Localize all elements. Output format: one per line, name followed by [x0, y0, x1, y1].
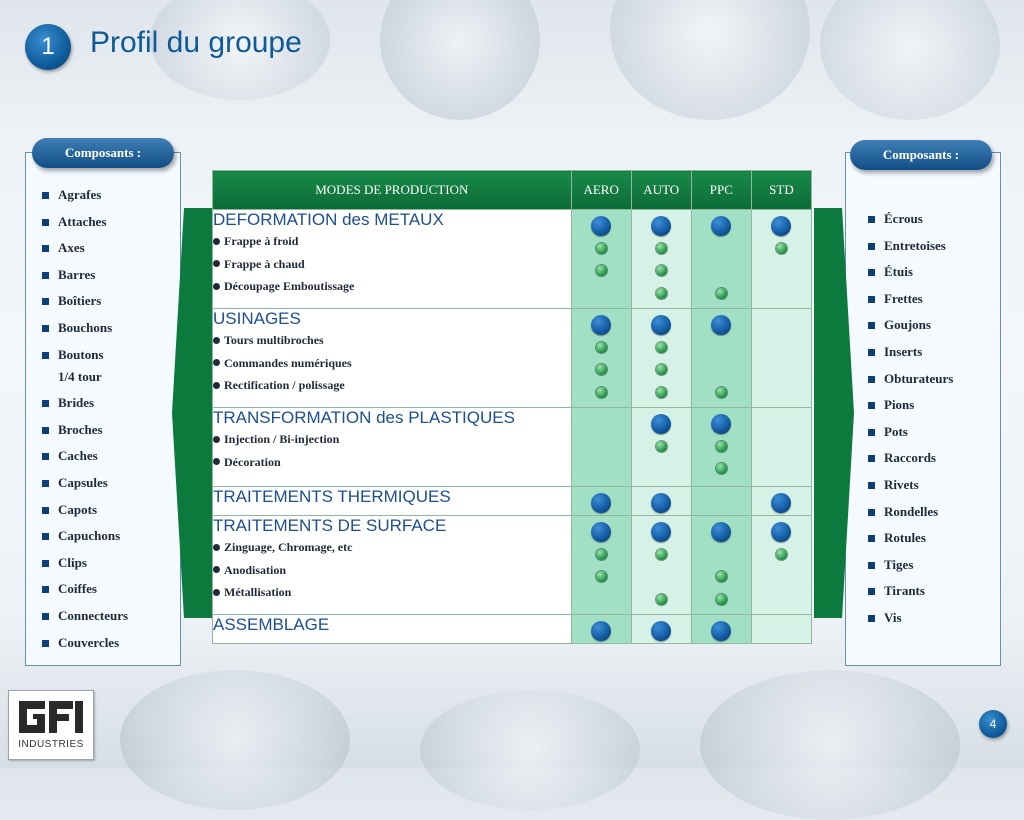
- mark-cell-ppc: [691, 408, 751, 487]
- square-bullet-icon: [42, 298, 49, 305]
- left-list-item: [40, 445, 176, 467]
- process-mark-dot: [596, 243, 607, 254]
- category-mark-dot: [771, 216, 791, 236]
- category-mark-dot: [651, 493, 671, 513]
- category-mark-dot: [651, 522, 671, 542]
- production-category-cell: [213, 516, 572, 615]
- right-list-item: [866, 501, 992, 523]
- left-list-item-label: Axes: [58, 240, 85, 256]
- square-bullet-icon: [42, 613, 49, 620]
- square-bullet-icon: [42, 325, 49, 332]
- left-list-item: [40, 552, 176, 574]
- bullet-dot-icon: [213, 566, 220, 573]
- left-list-item: [40, 392, 176, 414]
- square-bullet-icon: [868, 615, 875, 622]
- process-mark-dot: [776, 549, 787, 560]
- mark-cell-auto: [631, 516, 691, 615]
- company-logo: [8, 690, 94, 760]
- square-bullet-icon: [42, 245, 49, 252]
- background-decoration: [420, 690, 640, 810]
- right-list-item: [866, 421, 992, 443]
- left-list-item: [40, 605, 176, 627]
- right-components-list: [866, 208, 992, 634]
- mark-cell-std: [751, 309, 811, 408]
- header-auto: AUTO: [631, 171, 691, 210]
- section-number-badge: 1: [25, 24, 71, 70]
- production-process-label: Tours multibroches: [224, 333, 324, 347]
- table-row: [213, 615, 812, 644]
- square-bullet-icon: [868, 429, 875, 436]
- right-list-item-label: Écrous: [884, 211, 923, 226]
- category-mark-dot: [771, 493, 791, 513]
- square-bullet-icon: [42, 560, 49, 567]
- category-mark-dot: [711, 216, 731, 236]
- process-mark-dot: [716, 594, 727, 605]
- production-category-title: USINAGES: [213, 309, 301, 328]
- left-list-item: [40, 344, 176, 388]
- mark-cell-std: [751, 210, 811, 309]
- left-list-item-continuation: 1/4 tour: [58, 368, 102, 384]
- logo-text: INDUSTRIES: [18, 739, 84, 750]
- process-mark-dot: [716, 387, 727, 398]
- square-bullet-icon: [868, 455, 875, 462]
- right-list-item: [866, 314, 992, 336]
- production-category-cell: [213, 210, 572, 309]
- square-bullet-icon: [42, 586, 49, 593]
- production-process-item: [213, 559, 571, 582]
- process-mark-dot: [656, 243, 667, 254]
- right-list-item: [866, 527, 992, 549]
- right-list-item-label: Obturateurs: [884, 370, 954, 386]
- production-process-label: Anodisation: [224, 562, 287, 577]
- right-list-item: [866, 261, 992, 283]
- right-list-item-label: Pots: [884, 423, 908, 439]
- mark-cell-aero: [571, 615, 631, 644]
- header-aero: AERO: [571, 171, 631, 210]
- left-list-item-label: Coiffes: [58, 581, 97, 597]
- mark-cell-auto: [631, 615, 691, 644]
- table-row: [213, 309, 812, 408]
- left-list-item-label: Clips: [58, 554, 87, 570]
- right-list-item-label: Entretoises: [884, 237, 946, 253]
- category-mark-dot: [711, 315, 731, 335]
- category-mark-dot: [591, 493, 611, 513]
- mark-cell-std: [751, 408, 811, 487]
- bullet-dot-icon: [213, 260, 220, 267]
- left-list-item: [40, 237, 176, 259]
- production-process-item: [213, 581, 571, 604]
- left-list-item: [40, 525, 176, 547]
- table-row: [213, 210, 812, 309]
- mark-cell-ppc: [691, 615, 751, 644]
- square-bullet-icon: [868, 535, 875, 542]
- left-list-item-label: Boutons: [58, 346, 104, 362]
- right-list-item-label: Vis: [884, 609, 902, 625]
- table-row: [213, 487, 812, 516]
- mark-cell-ppc: [691, 516, 751, 615]
- production-process-item: [213, 352, 571, 375]
- production-process-item: [213, 428, 571, 451]
- category-mark-dot: [651, 216, 671, 236]
- mark-cell-aero: [571, 516, 631, 615]
- left-panel-title: Composants :: [32, 138, 174, 168]
- right-list-item-label: Raccords: [884, 450, 936, 466]
- process-mark-dot: [596, 571, 607, 582]
- bullet-dot-icon: [213, 359, 220, 366]
- right-list-item-label: Étuis: [884, 264, 913, 280]
- right-list-item: [866, 208, 992, 230]
- process-mark-dot: [596, 342, 607, 353]
- mark-cell-aero: [571, 487, 631, 516]
- square-bullet-icon: [42, 640, 49, 647]
- category-mark-dot: [711, 522, 731, 542]
- bullet-dot-icon: [213, 458, 220, 465]
- right-list-item-label: Rivets: [884, 476, 919, 492]
- right-panel-title: Composants :: [850, 140, 992, 170]
- production-process-item: [213, 536, 571, 559]
- left-list-item-label: Couvercles: [58, 634, 120, 650]
- production-category-cell: [213, 309, 572, 408]
- process-mark-dot: [596, 364, 607, 375]
- production-process-label: Décoration: [224, 454, 281, 469]
- production-process-item: [213, 253, 571, 276]
- right-list-item-label: Rondelles: [884, 503, 939, 519]
- square-bullet-icon: [868, 509, 875, 516]
- left-list-item-label: Attaches: [58, 213, 107, 229]
- process-mark-dot: [716, 571, 727, 582]
- left-list-item-label: Broches: [58, 421, 103, 437]
- category-mark-dot: [711, 414, 731, 434]
- process-mark-dot: [656, 549, 667, 560]
- category-mark-dot: [651, 414, 671, 434]
- left-list-item-label: Capuchons: [58, 528, 121, 544]
- right-list-item: [866, 394, 992, 416]
- production-category-title: DEFORMATION des METAUX: [213, 210, 444, 229]
- mark-cell-aero: [571, 408, 631, 487]
- table-row: [213, 516, 812, 615]
- left-list-item: [40, 472, 176, 494]
- right-list-item-label: Tiges: [884, 556, 914, 572]
- left-components-list: [40, 184, 176, 658]
- production-category-title: TRANSFORMATION des PLASTIQUES: [213, 408, 515, 427]
- right-list-item-label: Inserts: [884, 343, 923, 359]
- header-std: STD: [751, 171, 811, 210]
- table-row: [213, 408, 812, 487]
- right-list-item: [866, 554, 992, 576]
- square-bullet-icon: [868, 216, 875, 223]
- production-process-item: [213, 374, 571, 397]
- category-mark-dot: [711, 621, 731, 641]
- process-mark-dot: [716, 441, 727, 452]
- right-list-item: [866, 474, 992, 496]
- square-bullet-icon: [42, 352, 49, 359]
- right-list-item-label: Goujons: [884, 317, 931, 333]
- mark-cell-auto: [631, 408, 691, 487]
- square-bullet-icon: [868, 269, 875, 276]
- left-list-item-label: Capots: [58, 501, 98, 517]
- bullet-dot-icon: [213, 589, 220, 596]
- production-process-label: Zinguage, Chromage, etc: [224, 540, 353, 554]
- right-list-item: [866, 235, 992, 257]
- right-list-item: [866, 447, 992, 469]
- production-process-item: [213, 329, 571, 352]
- right-list-item: [866, 607, 992, 629]
- left-list-item: [40, 211, 176, 233]
- process-mark-dot: [596, 265, 607, 276]
- background-decoration: [700, 670, 960, 820]
- production-process-item: [213, 451, 571, 474]
- left-list-item-label: Boîtiers: [58, 293, 102, 309]
- square-bullet-icon: [42, 533, 49, 540]
- mark-cell-aero: [571, 210, 631, 309]
- production-category-cell: [213, 615, 572, 644]
- category-mark-dot: [651, 315, 671, 335]
- left-list-item-label: Brides: [58, 395, 95, 411]
- production-category-cell: [213, 408, 572, 487]
- square-bullet-icon: [42, 219, 49, 226]
- mark-cell-ppc: [691, 487, 751, 516]
- left-list-item-label: Capsules: [58, 474, 108, 490]
- square-bullet-icon: [868, 349, 875, 356]
- process-mark-dot: [656, 265, 667, 276]
- square-bullet-icon: [868, 243, 875, 250]
- square-bullet-icon: [42, 272, 49, 279]
- left-list-item: [40, 632, 176, 654]
- mark-cell-ppc: [691, 210, 751, 309]
- right-green-arrow: [814, 208, 854, 618]
- production-category-cell: [213, 487, 572, 516]
- right-list-item: [866, 580, 992, 602]
- background-decoration: [120, 670, 350, 810]
- mark-cell-std: [751, 615, 811, 644]
- mark-cell-ppc: [691, 309, 751, 408]
- bullet-dot-icon: [213, 544, 220, 551]
- process-mark-dot: [656, 364, 667, 375]
- category-mark-dot: [591, 216, 611, 236]
- mark-cell-auto: [631, 309, 691, 408]
- production-process-label: Injection / Bi-injection: [224, 432, 340, 446]
- production-process-label: Rectification / polissage: [224, 378, 345, 392]
- left-list-item-label: Bouchons: [58, 319, 113, 335]
- category-mark-dot: [591, 522, 611, 542]
- bullet-dot-icon: [213, 382, 220, 389]
- process-mark-dot: [596, 387, 607, 398]
- process-mark-dot: [656, 594, 667, 605]
- left-list-item-label: Caches: [58, 448, 98, 464]
- right-list-item-label: Pions: [884, 397, 915, 413]
- square-bullet-icon: [42, 507, 49, 514]
- process-mark-dot: [716, 288, 727, 299]
- right-list-item-label: Rotules: [884, 530, 926, 546]
- left-list-item: [40, 499, 176, 521]
- left-list-item: [40, 419, 176, 441]
- process-mark-dot: [656, 441, 667, 452]
- production-process-label: Frappe à chaud: [224, 256, 305, 271]
- header-production-modes: MODES DE PRODUCTION: [213, 171, 572, 210]
- square-bullet-icon: [42, 427, 49, 434]
- production-process-item: [213, 275, 571, 298]
- header-ppc: PPC: [691, 171, 751, 210]
- left-list-item-label: Agrafes: [58, 187, 102, 202]
- square-bullet-icon: [868, 482, 875, 489]
- production-process-label: Commandes numériques: [224, 355, 352, 370]
- square-bullet-icon: [42, 453, 49, 460]
- process-mark-dot: [716, 463, 727, 474]
- category-mark-dot: [591, 621, 611, 641]
- production-process-item: [213, 230, 571, 253]
- square-bullet-icon: [868, 402, 875, 409]
- left-list-item: [40, 578, 176, 600]
- category-mark-dot: [591, 315, 611, 335]
- mark-cell-auto: [631, 487, 691, 516]
- category-mark-dot: [651, 621, 671, 641]
- page-title: Profil du groupe: [90, 26, 302, 59]
- production-category-title: TRAITEMENTS DE SURFACE: [213, 516, 447, 535]
- process-mark-dot: [656, 387, 667, 398]
- process-mark-dot: [776, 243, 787, 254]
- left-list-item-label: Connecteurs: [58, 607, 129, 623]
- process-mark-dot: [656, 342, 667, 353]
- right-list-item: [866, 368, 992, 390]
- production-modes-table: [212, 170, 812, 644]
- left-list-item: [40, 317, 176, 339]
- square-bullet-icon: [868, 376, 875, 383]
- bullet-dot-icon: [213, 436, 220, 443]
- right-list-item: [866, 341, 992, 363]
- bullet-dot-icon: [213, 238, 220, 245]
- right-list-item-label: Tirants: [884, 583, 925, 599]
- production-category-title: ASSEMBLAGE: [213, 615, 330, 634]
- mark-cell-std: [751, 487, 811, 516]
- page-number: 4: [979, 710, 1007, 738]
- background-decoration: [610, 0, 810, 120]
- left-green-arrow: [172, 208, 212, 618]
- left-list-item: [40, 264, 176, 286]
- bullet-dot-icon: [213, 283, 220, 290]
- process-mark-dot: [596, 549, 607, 560]
- square-bullet-icon: [868, 322, 875, 329]
- mark-cell-std: [751, 516, 811, 615]
- background-decoration: [820, 0, 1000, 120]
- mark-cell-aero: [571, 309, 631, 408]
- production-process-label: Découpage Emboutissage: [224, 279, 355, 293]
- gfi-logo-mark: [15, 697, 87, 737]
- mark-cell-auto: [631, 210, 691, 309]
- bullet-dot-icon: [213, 337, 220, 344]
- process-mark-dot: [656, 288, 667, 299]
- left-list-item: [40, 290, 176, 312]
- square-bullet-icon: [868, 588, 875, 595]
- square-bullet-icon: [42, 480, 49, 487]
- square-bullet-icon: [42, 400, 49, 407]
- right-list-item: [866, 288, 992, 310]
- production-process-label: Frappe à froid: [224, 234, 299, 248]
- category-mark-dot: [771, 522, 791, 542]
- square-bullet-icon: [868, 296, 875, 303]
- production-category-title: TRAITEMENTS THERMIQUES: [213, 487, 451, 506]
- left-list-item-label: Barres: [58, 266, 96, 282]
- background-decoration: [380, 0, 540, 120]
- square-bullet-icon: [42, 192, 49, 199]
- production-process-label: Métallisation: [224, 585, 292, 599]
- right-list-item-label: Frettes: [884, 290, 923, 306]
- square-bullet-icon: [868, 562, 875, 569]
- left-list-item: [40, 184, 176, 206]
